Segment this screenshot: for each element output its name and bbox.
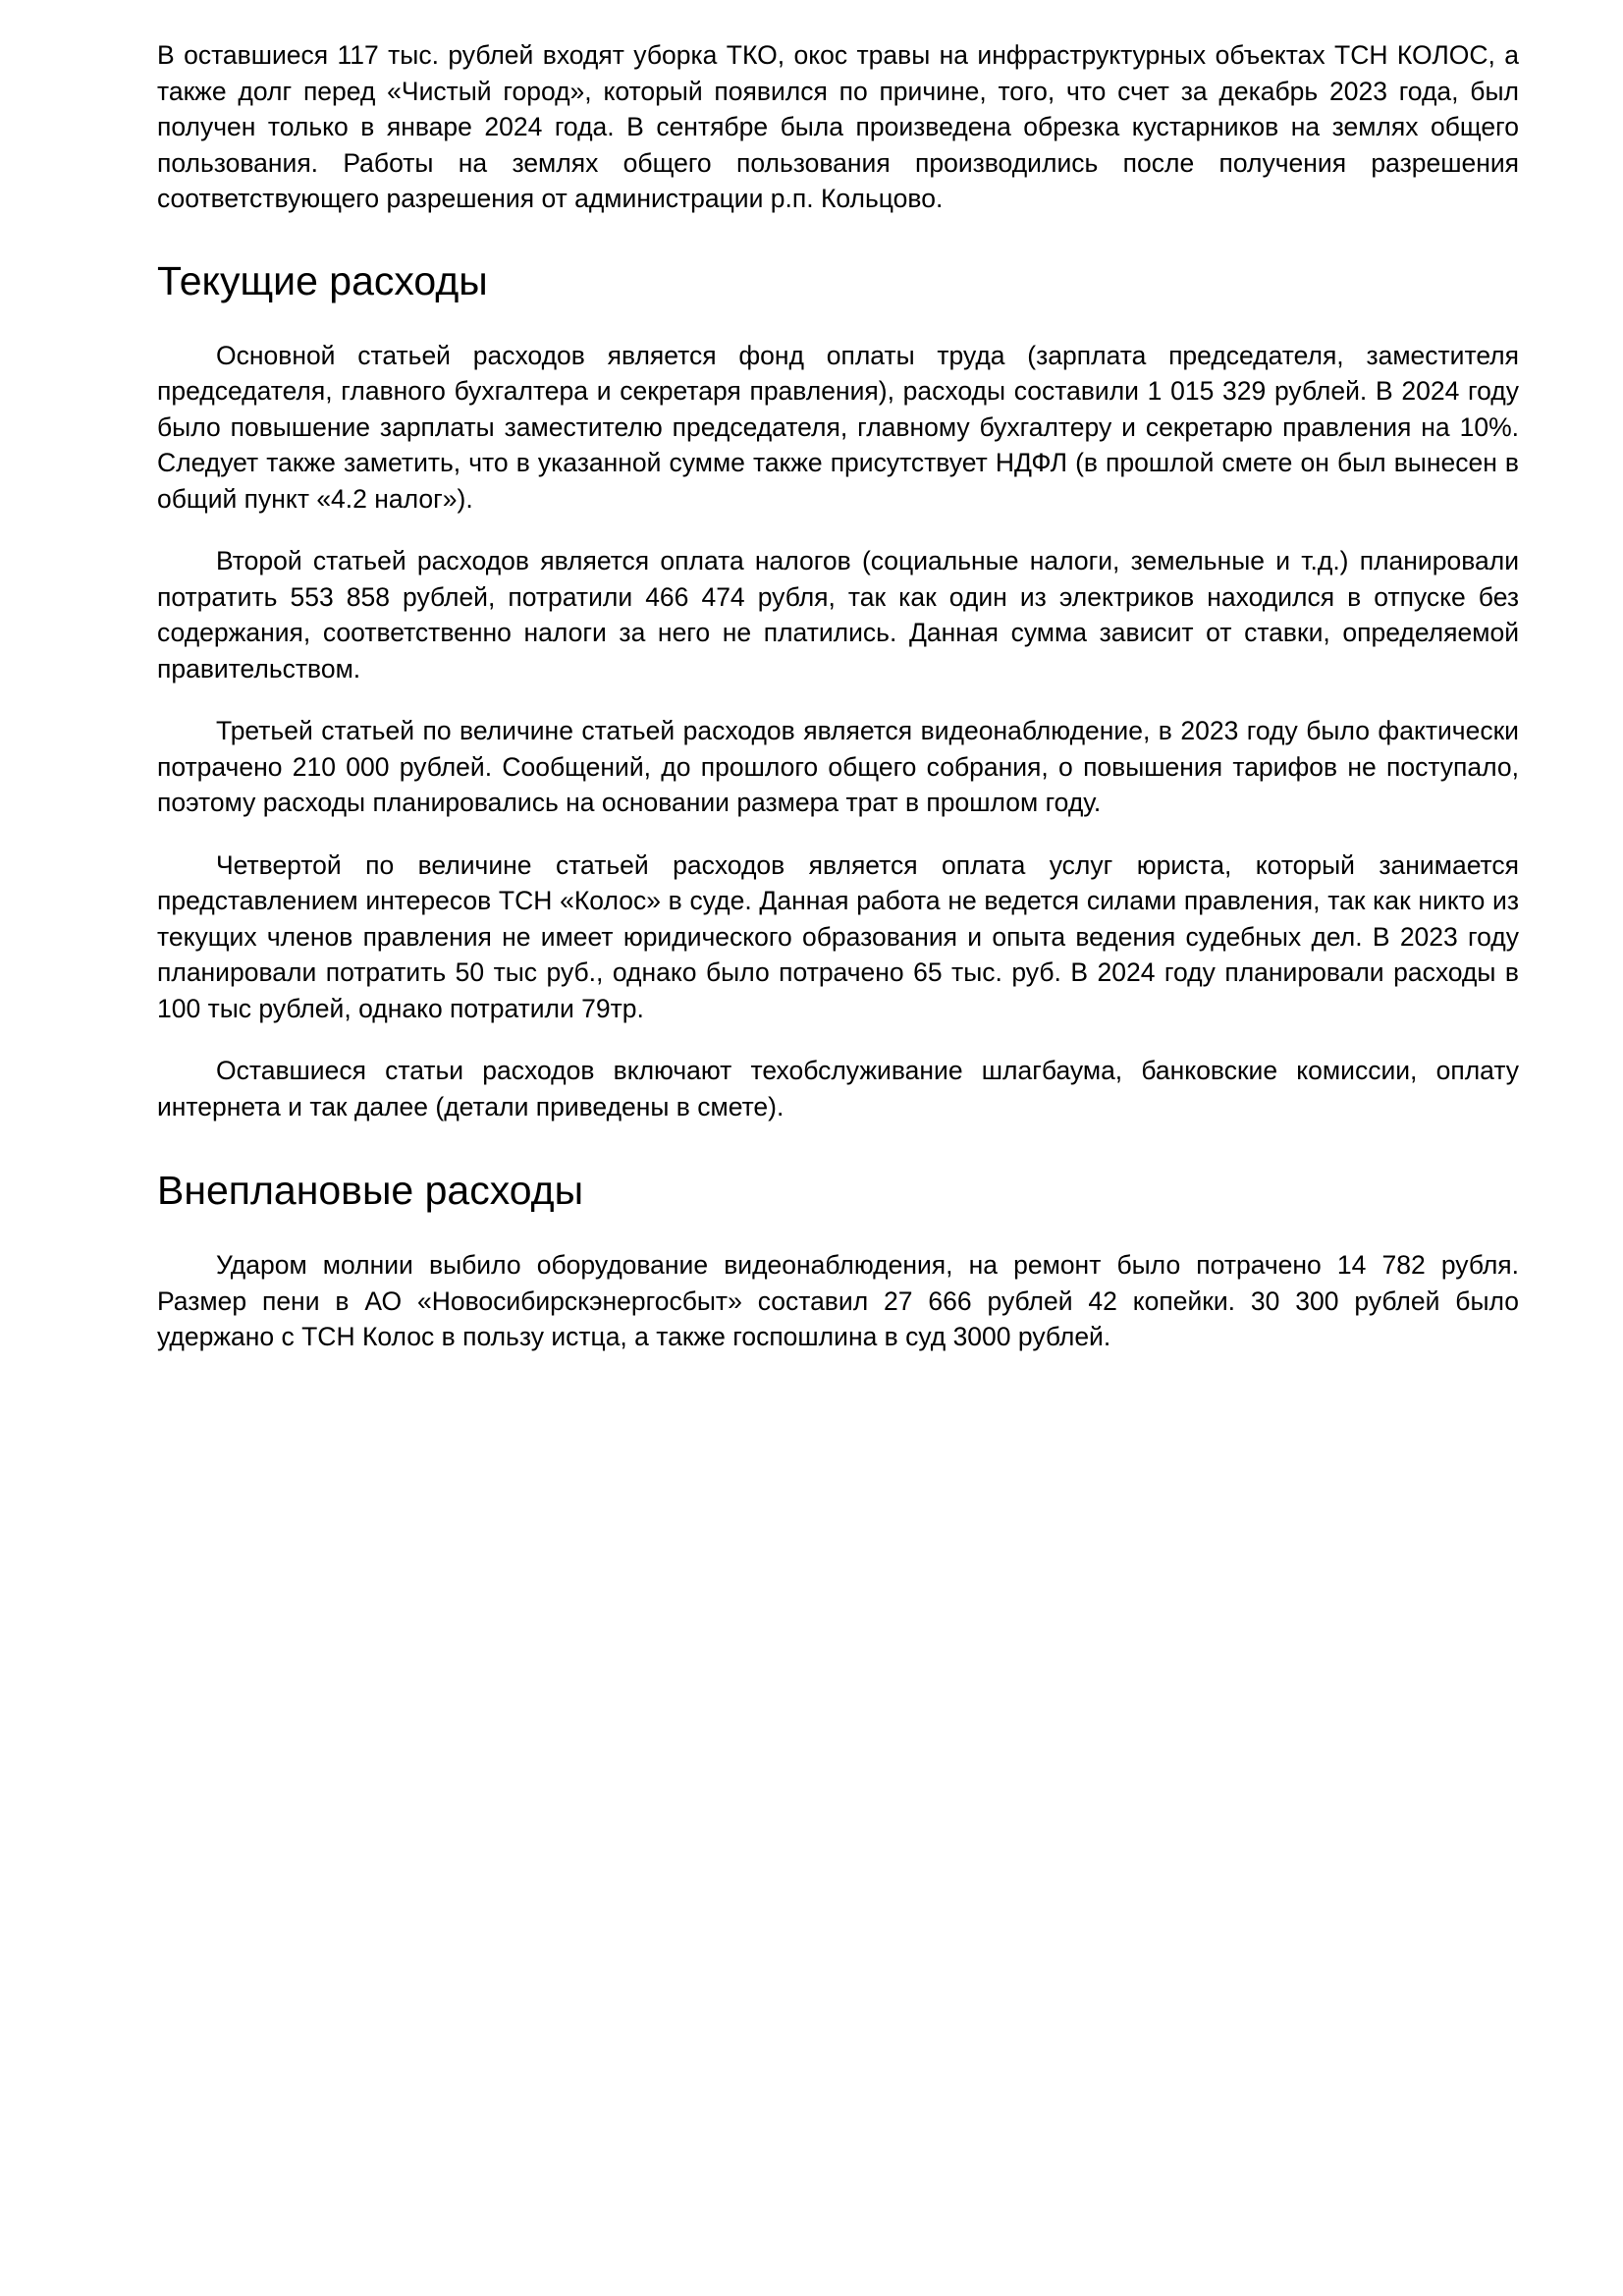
intro-paragraph: В оставшиеся 117 тыс. рублей входят уборка ТКО, окос травы на инфраструктурных объектах ТСН КОЛОС, а также долг перед «Чистый город», который появился по причине, того, что счет за декабрь 2023 года, был получен только в январе 2024 года. В сентябре была произведена обрезка кустарников на землях общего пользования. Работы на землях общего пользования производились после получения разрешения соответствующего разрешения от администрации р.п. Кольцово.	[157, 40, 1519, 213]
paragraph: Ударом молнии выбило оборудование видеонаблюдения, на ремонт было потрачено 14 782 рубля. Размер пени в АО «Новосибирскэнергосбыт» составил 27 666 рублей 42 копейки. 30 300 рублей было удержано с ТСН Колос в пользу истца, а также госпошлина в суд 3000 рублей.	[157, 1250, 1519, 1351]
document-page	[157, 37, 1519, 1382]
section-unplanned-expenses	[157, 1166, 1519, 1355]
section-current-expenses	[157, 256, 1519, 1125]
paragraph: Второй статьей расходов является оплата налогов (социальные налоги, земельные и т.д.) планировали потратить 553 858 рублей, потратили 466 474 рубля, так как один из электриков находился в отпуске без содержания, соответственно налоги за него не платились. Данная сумма зависит от ставки, определяемой правительством.	[157, 546, 1519, 683]
section-heading: Внеплановые расходы	[157, 1168, 584, 1213]
paragraph: Третьей статьей по величине статьей расходов является видеонаблюдение, в 2023 году было фактически потрачено 210 000 рублей. Сообщений, до прошлого общего собрания, о повышения тарифов не поступало, поэтому расходы планировались на основании размера трат в прошлом году.	[157, 716, 1519, 817]
paragraph: Четвертой по величине статьей расходов является оплата услуг юриста, который занимается представлением интересов ТСН «Колос» в суде. Данная работа не ведется силами правления, так как никто из текущих членов правления не имеет юридического образования и опыта ведения судебных дел. В 2023 году планировали потратить 50 тыс руб., однако было потрачено 65 тыс. руб. В 2024 году планировали расходы в 100 тыс рублей, однако потратили 79тр.	[157, 849, 1519, 1023]
paragraph: Оставшиеся статьи расходов включают техобслуживание шлагбаума, банковские комиссии, оплату интернета и так далее (детали приведены в смете).	[157, 1056, 1519, 1121]
paragraph: Основной статьей расходов является фонд оплаты труда (зарплата председателя, заместителя председателя, главного бухгалтера и секретаря правления), расходы составили 1 015 329 рублей. В 2024 году было повышение зарплаты заместителю председателя, главному бухгалтеру и секретарю правления на 10%. Следует также заметить, что в указанной сумме также присутствует НДФЛ (в прошлой смете он был вынесен в общий пункт «4.2 налог»).	[157, 340, 1519, 514]
section-heading: Текущие расходы	[157, 257, 488, 303]
